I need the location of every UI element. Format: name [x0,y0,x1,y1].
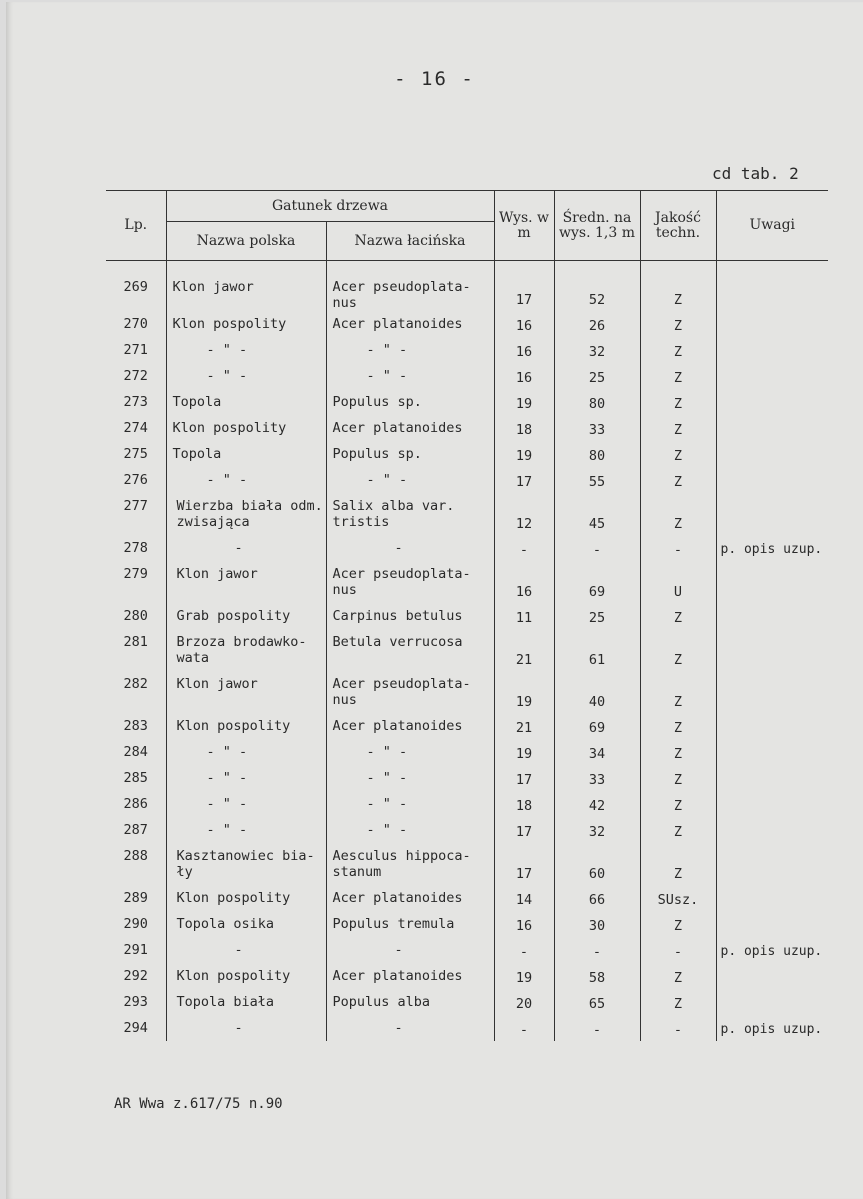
table-row [106,415,828,441]
remarks-value [716,441,828,467]
polish-name: Klon pospolity [166,415,326,441]
remarks-value [716,911,828,937]
height-value: 19 [494,671,554,713]
polish-name: Topola [166,441,326,467]
remarks-value [716,629,828,671]
document-page [6,2,863,1199]
diameter-value: 33 [554,415,640,441]
remarks-value [716,363,828,389]
table-row [106,937,828,963]
quality-value: Z [640,363,716,389]
diameter-value: 45 [554,493,640,535]
quality-value: Z [640,629,716,671]
quality-value: Z [640,791,716,817]
diameter-value: 25 [554,603,640,629]
remarks-value [716,843,828,885]
height-value: 18 [494,415,554,441]
latin-name: Acer pseudoplata-nus [326,671,494,713]
diameter-value: 69 [554,561,640,603]
remarks-value [716,765,828,791]
header-height: Wys. w m [494,191,554,261]
polish-name: Klon pospolity [166,963,326,989]
row-number: 290 [123,916,148,932]
latin-name: Acer platanoides [326,963,494,989]
latin-name: - " - [326,467,494,493]
row-number: 274 [123,420,148,436]
row-number: 276 [123,472,148,488]
row-number: 281 [123,634,148,650]
diameter-value: 66 [554,885,640,911]
quality-value: - [640,535,716,561]
remarks-value [716,561,828,603]
diameter-value: 33 [554,765,640,791]
latin-name: - " - [326,765,494,791]
remarks-value [716,713,828,739]
row-number: 278 [123,540,148,556]
header-diameter: Średn. na wys. 1,3 m [554,191,640,261]
table-row [106,629,828,671]
quality-value: U [640,561,716,603]
polish-name: - " - [166,765,326,791]
remarks-value [716,791,828,817]
height-value: 19 [494,963,554,989]
table-row [106,603,828,629]
table-row [106,363,828,389]
diameter-value: 30 [554,911,640,937]
remarks-value [716,415,828,441]
quality-value: Z [640,603,716,629]
quality-value: Z [640,843,716,885]
latin-name: Carpinus betulus [326,603,494,629]
latin-name: - [326,1015,494,1041]
height-value: 20 [494,989,554,1015]
diameter-value: 52 [554,261,640,312]
polish-name: - " - [166,337,326,363]
row-number: 280 [123,608,148,624]
row-number: 269 [123,279,148,295]
polish-name: Topola osika [166,911,326,937]
table-row [106,671,828,713]
height-value: 17 [494,261,554,312]
table-row [106,389,828,415]
latin-name: Acer pseudoplata-nus [326,261,494,312]
latin-name: Acer platanoides [326,885,494,911]
table-row [106,817,828,843]
height-value: 19 [494,389,554,415]
table-row [106,311,828,337]
quality-value: Z [640,989,716,1015]
polish-name: - [166,1015,326,1041]
diameter-value: 61 [554,629,640,671]
latin-name: - " - [326,791,494,817]
table-row [106,261,828,312]
quality-value: Z [640,765,716,791]
row-number: 279 [123,566,148,582]
row-number: 285 [123,770,148,786]
diameter-value: 65 [554,989,640,1015]
latin-name: - " - [326,337,494,363]
diameter-value: - [554,1015,640,1041]
row-number: 270 [123,316,148,332]
header-polish-name: Nazwa polska [166,222,326,261]
latin-name: Acer platanoides [326,415,494,441]
remarks-value [716,817,828,843]
remarks-value [716,261,828,312]
page-number: - 16 - [394,68,475,90]
tree-inventory-table [106,190,828,1041]
diameter-value: - [554,937,640,963]
polish-name: Klon pospolity [166,311,326,337]
remarks-value [716,311,828,337]
quality-value: - [640,937,716,963]
polish-name: Klon jawor [166,261,326,312]
quality-value: Z [640,261,716,312]
remarks-value [716,989,828,1015]
diameter-value: 26 [554,311,640,337]
height-value: 16 [494,911,554,937]
remarks-value [716,493,828,535]
remarks-value: p. opis uzup. [716,1015,828,1041]
header-quality: Jakość techn. [640,191,716,261]
polish-name: Klon pospolity [166,713,326,739]
diameter-value: 60 [554,843,640,885]
header-latin-name: Nazwa łacińska [326,222,494,261]
latin-name: Acer platanoides [326,713,494,739]
quality-value: Z [640,441,716,467]
table-body [106,261,828,1042]
latin-name: Aesculus hippoca-stanum [326,843,494,885]
polish-name: Klon pospolity [166,885,326,911]
row-number: 271 [123,342,148,358]
height-value: 18 [494,791,554,817]
remarks-value [716,603,828,629]
remarks-value [716,389,828,415]
latin-name: Acer pseudoplata-nus [326,561,494,603]
polish-name: Kasztanowiec bia-ły [166,843,326,885]
table-row [106,885,828,911]
row-number: 293 [123,994,148,1010]
remarks-value [716,467,828,493]
diameter-value: 80 [554,389,640,415]
quality-value: Z [640,311,716,337]
row-number: 275 [123,446,148,462]
polish-name: - " - [166,791,326,817]
polish-name: - [166,937,326,963]
diameter-value: 58 [554,963,640,989]
diameter-value: 34 [554,739,640,765]
latin-name: Populus tremula [326,911,494,937]
table-row [106,989,828,1015]
height-value: 21 [494,629,554,671]
height-value: 16 [494,363,554,389]
polish-name: Klon jawor [166,671,326,713]
header-remarks: Uwagi [716,191,828,261]
diameter-value: - [554,535,640,561]
remarks-value: p. opis uzup. [716,535,828,561]
height-value: - [494,1015,554,1041]
latin-name: Populus alba [326,989,494,1015]
quality-value: Z [640,467,716,493]
polish-name: - " - [166,363,326,389]
latin-name: Salix alba var. tristis [326,493,494,535]
height-value: - [494,535,554,561]
table-continuation-label: cd tab. 2 [712,164,799,183]
diameter-value: 69 [554,713,640,739]
height-value: 17 [494,765,554,791]
row-number: 282 [123,676,148,692]
height-value: 16 [494,561,554,603]
table-row [106,1015,828,1041]
polish-name: Brzoza brodawko-wata [166,629,326,671]
header-species: Gatunek drzewa [166,191,494,222]
height-value: 21 [494,713,554,739]
table-row [106,467,828,493]
polish-name: Topola [166,389,326,415]
table-row [106,337,828,363]
latin-name: Betula verrucosa [326,629,494,671]
quality-value: Z [640,493,716,535]
remarks-value [716,739,828,765]
latin-name: - [326,937,494,963]
polish-name: - [166,535,326,561]
latin-name: - " - [326,739,494,765]
quality-value: Z [640,337,716,363]
polish-name: - " - [166,467,326,493]
row-number: 284 [123,744,148,760]
diameter-value: 55 [554,467,640,493]
diameter-value: 80 [554,441,640,467]
latin-name: Acer platanoides [326,311,494,337]
row-number: 292 [123,968,148,984]
latin-name: - " - [326,363,494,389]
remarks-value [716,885,828,911]
height-value: - [494,937,554,963]
row-number: 272 [123,368,148,384]
row-number: 288 [123,848,148,864]
archive-reference: AR Wwa z.617/75 n.90 [114,1096,283,1112]
diameter-value: 32 [554,817,640,843]
quality-value: SUsz. [640,885,716,911]
row-number: 294 [123,1020,148,1036]
remarks-value: p. opis uzup. [716,937,828,963]
height-value: 17 [494,817,554,843]
quality-value: Z [640,739,716,765]
height-value: 19 [494,739,554,765]
row-number: 273 [123,394,148,410]
table-row [106,963,828,989]
quality-value: - [640,1015,716,1041]
latin-name: - [326,535,494,561]
polish-name: Grab pospolity [166,603,326,629]
latin-name: Populus sp. [326,441,494,467]
quality-value: Z [640,389,716,415]
table-row [106,765,828,791]
remarks-value [716,337,828,363]
table-row [106,493,828,535]
row-number: 277 [123,498,148,514]
height-value: 16 [494,337,554,363]
polish-name: Wierzba biała odm. zwisająca [166,493,326,535]
quality-value: Z [640,963,716,989]
quality-value: Z [640,911,716,937]
latin-name: - " - [326,817,494,843]
table-row [106,713,828,739]
polish-name: - " - [166,739,326,765]
quality-value: Z [640,671,716,713]
table-row [106,441,828,467]
diameter-value: 40 [554,671,640,713]
header-lp: Lp. [106,191,166,261]
polish-name: - " - [166,817,326,843]
quality-value: Z [640,713,716,739]
remarks-value [716,963,828,989]
row-number: 291 [123,942,148,958]
diameter-value: 25 [554,363,640,389]
polish-name: Klon jawor [166,561,326,603]
table-row [106,535,828,561]
quality-value: Z [640,415,716,441]
height-value: 16 [494,311,554,337]
row-number: 283 [123,718,148,734]
diameter-value: 42 [554,791,640,817]
height-value: 19 [494,441,554,467]
height-value: 12 [494,493,554,535]
table-row [106,561,828,603]
row-number: 289 [123,890,148,906]
row-number: 287 [123,822,148,838]
quality-value: Z [640,817,716,843]
height-value: 14 [494,885,554,911]
table-row [106,791,828,817]
table-row [106,843,828,885]
latin-name: Populus sp. [326,389,494,415]
diameter-value: 32 [554,337,640,363]
table-row [106,911,828,937]
polish-name: Topola biała [166,989,326,1015]
remarks-value [716,671,828,713]
height-value: 17 [494,843,554,885]
row-number: 286 [123,796,148,812]
height-value: 11 [494,603,554,629]
table-row [106,739,828,765]
height-value: 17 [494,467,554,493]
